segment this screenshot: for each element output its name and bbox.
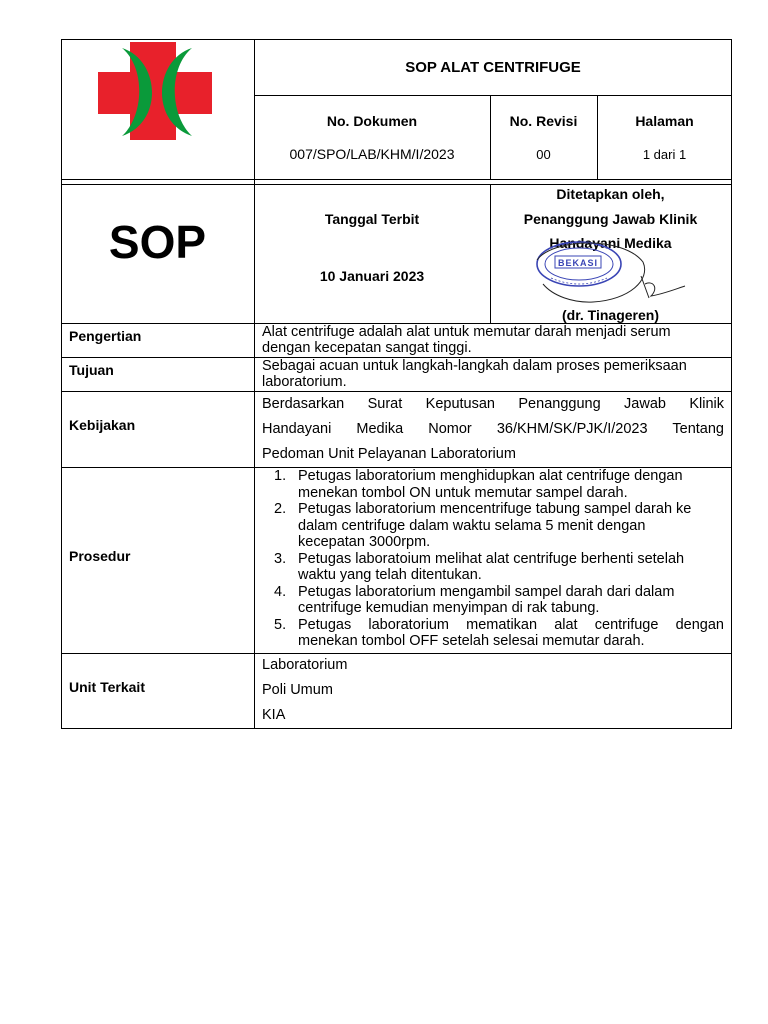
issue-date-label: Tanggal Terbit: [324, 211, 420, 227]
page-label: Halaman: [635, 113, 694, 129]
clinic-logo: [92, 40, 220, 142]
kebijakan-line-2: Handayani Medika Nomor 36/KHM/SK/PJK/I/2023 Tentang: [262, 421, 724, 437]
revision-value: 00: [536, 147, 551, 162]
unit-item: KIA: [262, 707, 286, 723]
approval-line-3: Handayani Medika: [549, 235, 672, 251]
prosedur-steps: [262, 468, 724, 650]
tujuan-line-2: laboratorium.: [262, 374, 347, 390]
kebijakan-line-3: Pedoman Unit Pelayanan Laboratorium: [262, 446, 516, 462]
approval-line-2: Penanggung Jawab Klinik: [523, 211, 698, 227]
approval-signer: (dr. Tinageren): [562, 307, 659, 323]
prosedur-step: 3. Petugas laboratoium melihat alat centrifuge berhenti setelah waktu yang telah ditentukan.: [274, 550, 685, 583]
page-value: 1 dari 1: [642, 147, 687, 162]
doc-number-value: 007/SPO/LAB/KHM/I/2023: [289, 146, 455, 162]
kebijakan-text: [262, 392, 724, 467]
stamp-text: BEKASI: [557, 258, 599, 268]
pengertian-line-1: Alat centrifuge adalah alat untuk memutar darah menjadi serum: [262, 324, 671, 340]
clinic-stamp: [533, 240, 693, 308]
row-label-unit-terkait: Unit Terkait: [69, 679, 145, 695]
row-label-tujuan: Tujuan: [69, 362, 114, 378]
revision-label: No. Revisi: [509, 113, 578, 129]
approval-line-1: Ditetapkan oleh,: [556, 186, 665, 202]
doc-number-label: No. Dokumen: [326, 113, 418, 129]
tujuan-line-1: Sebagai acuan untuk langkah-langkah dalam proses pemeriksaan: [262, 358, 687, 374]
prosedur-step: 1. Petugas laboratorium menghidupkan alat centrifuge dengan menekan tombol ON untuk memutar sampel darah.: [274, 468, 683, 501]
sop-label: SOP: [108, 216, 207, 268]
unit-item: Laboratorium: [262, 657, 348, 673]
row-label-kebijakan: Kebijakan: [69, 417, 136, 433]
document-title: SOP ALAT CENTRIFUGE: [405, 59, 581, 76]
prosedur-step: 4. Petugas laboratorium mengambil sampel darah dari dalam centrifuge kemudian menyimpan di rak tabung.: [274, 583, 675, 616]
kebijakan-line-1: Berdasarkan Surat Keputusan Penanggung Jawab Klinik: [262, 396, 724, 412]
prosedur-step: 2. Petugas laboratorium mencentrifuge tabung sampel darah ke dalam centrifuge dalam waktu selama 5 menit dengan kecepatan 3000rpm.: [274, 501, 692, 550]
tujuan-text: [262, 358, 724, 390]
issue-date-value: 10 Januari 2023: [319, 268, 425, 284]
prosedur-step: 5. Petugas laboratorium mematikan alat centrifuge dengan menekan tombol OFF setelah selesai memutar darah.: [274, 616, 724, 649]
pengertian-line-2: dengan kecepatan sangat tinggi.: [262, 340, 472, 356]
row-label-prosedur: Prosedur: [69, 548, 131, 564]
pengertian-text: [262, 324, 724, 356]
row-label-pengertian: Pengertian: [69, 328, 142, 344]
unit-item: Poli Umum: [262, 682, 333, 698]
unit-terkait-list: [262, 653, 724, 728]
